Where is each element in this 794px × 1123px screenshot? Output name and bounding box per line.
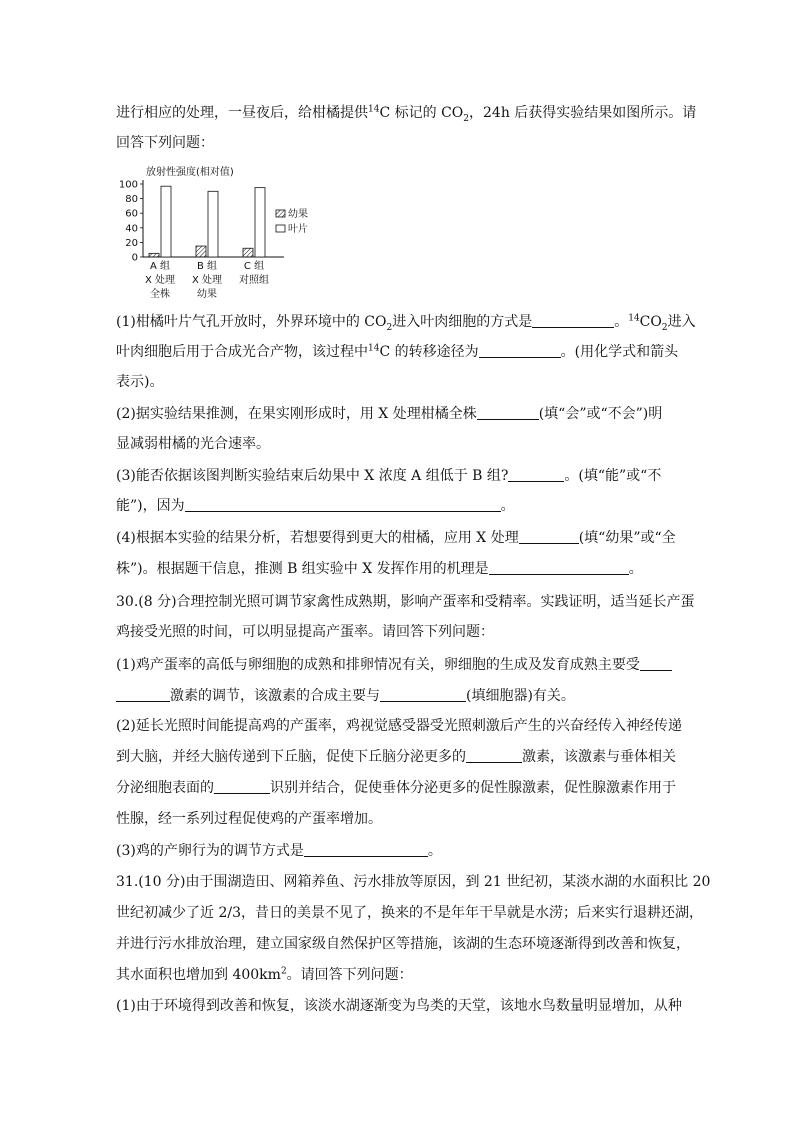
q3-line-1 xyxy=(116,466,661,486)
text-segment: (1)柑橘叶片气孔开放时，外界环境中的 CO xyxy=(116,314,387,330)
answer-blank[interactable] xyxy=(214,779,270,794)
text-segment: 分泌细胞表面的 xyxy=(116,780,214,796)
text-segment: 。 xyxy=(628,561,643,577)
category-label: C 组 xyxy=(243,261,265,272)
category-label: A 组 xyxy=(149,261,171,272)
category-labels xyxy=(145,260,269,300)
answer-blank[interactable] xyxy=(489,560,629,575)
p30-line-1: 30.(8 分)合理控制光照可调节家禽性成熟期，影响产蛋率和受精率。实践证明，适当延长产蛋 xyxy=(116,594,695,610)
p31-line-1: 31.(10 分)由于围湖造田、网箱养鱼、污水排放等原因，到 21 世纪初，某淡水湖的水面积比 20 xyxy=(116,874,711,890)
answer-blank[interactable] xyxy=(116,687,170,702)
superscript: 2 xyxy=(280,966,287,977)
text-segment: (4)根据本实验的结果分析，若想要得到更大的柑橘，应用 X 处理 xyxy=(116,530,519,546)
p31-line-2: 世纪初减少了近 2/3，昔日的美景不见了，换来的不是年年干旱就是水涝；后来实行退耕还湖， xyxy=(116,905,703,921)
bar-chart xyxy=(116,162,336,312)
y-tick-label: 20 xyxy=(125,237,138,249)
q2-line-2: 显减弱柑橘的光合速率。 xyxy=(116,436,270,452)
text-segment: 。(填“能”或“不 xyxy=(564,468,662,484)
text-segment: 到大脑，并经大脑传递到下丘脑，促使下丘脑分泌更多的 xyxy=(116,749,466,765)
p30-line-3 xyxy=(116,655,672,675)
text-segment: ，24h 后获得实验结果如图所示。请 xyxy=(469,105,697,121)
bar-fruit xyxy=(196,246,206,257)
answer-blank[interactable] xyxy=(532,313,614,328)
answer-blank[interactable] xyxy=(477,405,539,420)
text-segment: (填“幼果”或“全 xyxy=(578,530,676,546)
text-segment: 能”)，因为 xyxy=(116,498,185,514)
answer-blank[interactable] xyxy=(519,529,579,544)
text-segment: 其水面积也增加到 400km xyxy=(116,967,281,983)
legend-swatch-empty xyxy=(276,225,285,232)
text-segment: 。 xyxy=(614,314,629,330)
answer-blank[interactable] xyxy=(466,748,522,763)
isotope-superscript: 14 xyxy=(628,313,640,324)
chart-title: 放射性强度(相对值) xyxy=(146,167,234,178)
legend-label-fruit: 幼果 xyxy=(288,209,308,220)
q1-line-2 xyxy=(116,342,678,362)
subscript: 2 xyxy=(463,113,469,124)
p30-line-4 xyxy=(116,686,575,706)
text-segment: 。请回答下列问题： xyxy=(286,967,413,983)
text-segment: 激素，该激素与垂体相关 xyxy=(522,749,676,765)
y-tick-label: 100 xyxy=(118,179,138,191)
subscript: 2 xyxy=(386,322,393,333)
p31-line-4 xyxy=(116,965,413,985)
y-tick-label: 80 xyxy=(125,194,138,206)
answer-blank[interactable] xyxy=(508,467,564,482)
p30-line-2: 鸡接受光照的时间，可以明显提高产蛋率。请回答下列问题： xyxy=(116,624,494,640)
bar-fruit xyxy=(243,248,253,257)
text-segment: (填“会”或“不会”)明 xyxy=(538,406,663,422)
text-segment: 进入 xyxy=(667,314,696,330)
text-segment: 。 xyxy=(427,843,442,859)
text-segment: 株”)。根据题干信息，推测 B 组实验中 X 发挥作用的机理是 xyxy=(116,561,489,577)
q1-line-1 xyxy=(116,312,696,332)
y-tick-label: 60 xyxy=(125,208,138,220)
text-segment: 识别并结合，促使垂体分泌更多的促性腺激素，促性腺激素作用于 xyxy=(270,780,676,796)
legend xyxy=(276,207,308,235)
text-segment: 进入叶肉细胞的方式是 xyxy=(392,314,533,330)
bar-leaf xyxy=(208,191,218,257)
bar-leaf xyxy=(161,186,171,257)
text-segment: 。(用化学式和箭头 xyxy=(560,344,679,360)
subscript: 2 xyxy=(661,322,668,333)
p30-line-7 xyxy=(116,778,676,798)
answer-blank[interactable] xyxy=(304,842,428,857)
intro-line-2: 回答下列问题： xyxy=(116,135,214,151)
text-segment: 进行相应的处理，一昼夜后，给柑橘提供 xyxy=(116,105,368,121)
text-segment: 叶肉细胞后用于合成光合产物，该过程中 xyxy=(116,344,368,360)
text-segment: (1)鸡产蛋率的高低与卵细胞的成熟和排卵情况有关，卵细胞的生成及发育成熟主要受 xyxy=(116,657,640,673)
p31-line-3: 并进行污水排放治理，建立国家级自然保护区等措施，该湖的生态环境逐渐得到改善和恢复， xyxy=(116,936,690,952)
p31-line-5: (1)由于环境得到改善和恢复，该淡水湖逐渐变为鸟类的天堂，该地水鸟数量明显增加，从种 xyxy=(116,998,682,1014)
intro-line-1 xyxy=(116,103,696,123)
category-label: 对照组 xyxy=(239,275,269,286)
text-segment: 激素的调节，该激素的合成主要与 xyxy=(170,688,380,704)
p30-line-9 xyxy=(116,841,442,861)
text-segment: 。 xyxy=(500,498,515,514)
bars-group xyxy=(149,186,265,257)
p30-line-8: 性腺，经一系列过程促使鸡的产蛋率增加。 xyxy=(116,811,382,827)
legend-label-leaf: 叶片 xyxy=(288,224,308,235)
q3-line-2 xyxy=(116,496,515,516)
category-label: 全株 xyxy=(150,289,170,300)
q4-line-2 xyxy=(116,559,643,579)
bar-fruit xyxy=(149,253,159,257)
y-axis-ticks xyxy=(119,180,143,264)
text-segment: C 的转移途径为 xyxy=(379,344,479,360)
text-segment: (填细胞器)有关。 xyxy=(466,688,575,704)
category-label: B 组 xyxy=(196,261,218,272)
category-label: X 处理 xyxy=(144,275,176,286)
answer-blank[interactable] xyxy=(185,497,501,512)
bar-leaf xyxy=(255,188,265,257)
q2-line-1 xyxy=(116,404,662,424)
y-tick-label: 40 xyxy=(125,223,138,235)
answer-blank[interactable] xyxy=(380,687,466,702)
answer-blank[interactable] xyxy=(640,656,672,671)
y-tick-label: 0 xyxy=(131,252,138,264)
p30-line-6 xyxy=(116,747,676,767)
q4-line-1 xyxy=(116,528,676,548)
text-segment: C 标记的 CO xyxy=(379,105,464,121)
p30-line-5: (2)延长光照时间能提高鸡的产蛋率，鸡视觉感受器受光照刺激后产生的兴奋经传入神经传递 xyxy=(116,718,682,734)
answer-blank[interactable] xyxy=(479,343,561,358)
legend-swatch-hatched xyxy=(276,210,285,217)
isotope-superscript: 14 xyxy=(368,104,380,115)
text-segment: CO xyxy=(639,314,662,330)
category-label: 幼果 xyxy=(197,289,217,300)
isotope-superscript: 14 xyxy=(368,343,380,354)
text-segment: (2)据实验结果推测，在果实刚形成时，用 X 处理柑橘全株 xyxy=(116,406,477,422)
text-segment: (3)鸡的产卵行为的调节方式是 xyxy=(116,843,304,859)
text-segment: (3)能否依据该图判断实验结束后幼果中 X 浓度 A 组低于 B 组? xyxy=(116,468,509,484)
category-label: X 处理 xyxy=(191,275,223,286)
q1-line-3: 表示)。 xyxy=(116,374,164,390)
